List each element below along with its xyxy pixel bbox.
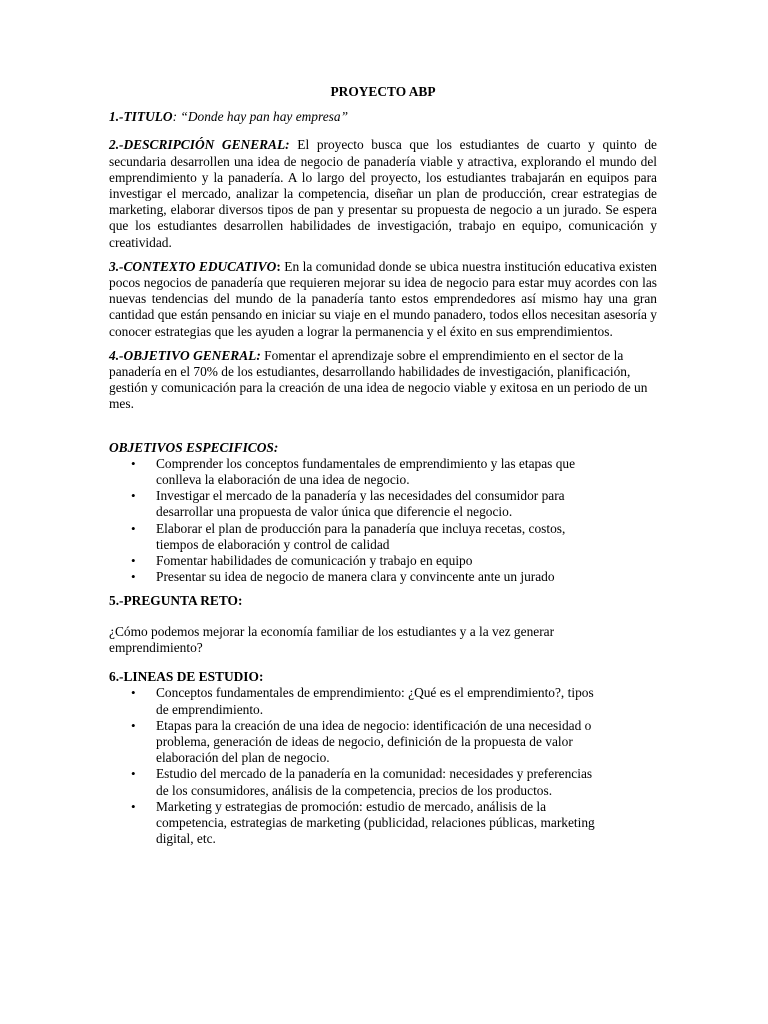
titulo-label: 1.-TITULO [109, 109, 173, 125]
list-item-text: Fomentar habilidades de comunicación y trabajo en equipo [156, 553, 473, 569]
contexto-label: 3.-CONTEXTO EDUCATIVO [109, 258, 277, 274]
list-item [109, 456, 596, 488]
descripcion-label: 2.-DESCRIPCIÓN GENERAL: [109, 137, 290, 153]
list-item [109, 718, 596, 767]
list-item-text: Comprender los conceptos fundamentales de emprendimiento y las etapas que conlleva la elaboración de una idea de negocio. [156, 455, 576, 488]
document-page [109, 84, 657, 847]
objetivos-especificos-heading: OBJETIVOS ESPECIFICOS: [109, 439, 279, 455]
list-item-text: Etapas para la creación de una idea de negocio: identificación de una necesidad o problema, generación de ideas de negocio, definición de la propuesta de valor elaboración del plan de negocio. [156, 717, 592, 766]
pregunta-reto-text: ¿Cómo podemos mejorar la economía familiar de los estudiantes y a la vez generar emprendimiento? [109, 623, 555, 655]
list-item-text: Conceptos fundamentales de emprendimiento: ¿Qué es el emprendimiento?, tipos de emprendimiento. [156, 685, 594, 717]
bullet-icon: • [131, 685, 136, 701]
list-item-text: Investigar el mercado de la panadería y las necesidades del consumidor para desarrollar una propuesta de valor única que diferencie el negocio. [156, 488, 565, 520]
pregunta-reto-heading: 5.-PREGUNTA RETO: [109, 593, 243, 609]
contexto-colon: : [276, 258, 281, 274]
section-objetivo [109, 348, 655, 413]
objetivo-label: 4.-OBJETIVO GENERAL: [109, 347, 261, 363]
list-item [109, 569, 596, 585]
bullet-icon: • [131, 717, 136, 733]
list-item [109, 488, 596, 520]
list-item-text: Presentar su idea de negocio de manera clara y convincente ante un jurado [156, 569, 555, 585]
section-contexto [109, 259, 657, 340]
bullet-icon: • [131, 488, 136, 504]
bullet-icon: • [131, 569, 136, 585]
list-item-text: Marketing y estrategias de promoción: estudio de mercado, análisis de la competencia, estrategias de marketing (publicidad, relaciones públicas, marketing digital, etc. [156, 798, 595, 847]
list-item [109, 521, 596, 553]
document-title: PROYECTO ABP [330, 84, 436, 99]
titulo-separator: : [172, 109, 181, 125]
list-item-text: Elaborar el plan de producción para la panadería que incluya recetas, costos, tiempos de elaboración y control de calidad [156, 520, 566, 552]
bullet-icon: • [131, 455, 136, 471]
list-item [109, 685, 596, 717]
list-item [109, 553, 596, 569]
lineas-estudio-list [109, 685, 657, 847]
contexto-text: En la comunidad donde se ubica nuestra institución educativa existen pocos negocios de panadería que requieren mejorar su idea de negocio para estar muy acordes con las nuevas tendencias del mundo de la panadería tanto estos emprendedores así mismo hay una gran cantidad que están pensando en iniciar su viaje en el mundo panadero, todos ellos necesitan asesoría y conocer estrategias que les ayuden a lograr la permanencia y el éxito en sus emprendimientos. [109, 258, 657, 339]
list-item [109, 799, 596, 848]
list-item-text: Estudio del mercado de la panadería en la comunidad: necesidades y preferencias de los consumidores, análisis de la competencia, precios de los productos. [156, 766, 593, 798]
bullet-icon: • [131, 553, 136, 569]
bullet-icon: • [131, 798, 136, 814]
lineas-estudio-heading: 6.-LINEAS DE ESTUDIO: [109, 669, 264, 685]
objetivo-text: Fomentar el aprendizaje sobre el emprendimiento en el sector de la panadería en el 70% de los estudiantes, desarrollando habilidades de investigación, planificación, gestión y comunicación para la creación de una idea de negocio viable y exitosa en un periodo de un mes. [109, 347, 648, 412]
descripcion-text: El proyecto busca que los estudiantes de cuarto y quinto de secundaria desarrollen una idea de negocio de panadería viable y atractiva, explorando el mundo del emprendimiento y la panadería. A lo largo del proyecto, los estudiantes trabajarán en equipos para investigar el mercado, analizar la competencia, diseñar un plan de producción, crear estrategias de marketing, elaborar diversos tipos de pan y presentar su propuesta de negocio a un jurado. Se espera que los estudiantes desarrollen habilidades de investigación, trabajo en equipo, comunicación y creatividad. [109, 137, 657, 250]
objetivos-especificos-list [109, 456, 657, 586]
bullet-icon: • [131, 766, 136, 782]
list-item [109, 766, 596, 798]
bullet-icon: • [131, 520, 136, 536]
section-titulo [109, 109, 657, 125]
titulo-text: “Donde hay pan hay empresa” [180, 109, 349, 125]
section-descripcion [109, 137, 657, 250]
